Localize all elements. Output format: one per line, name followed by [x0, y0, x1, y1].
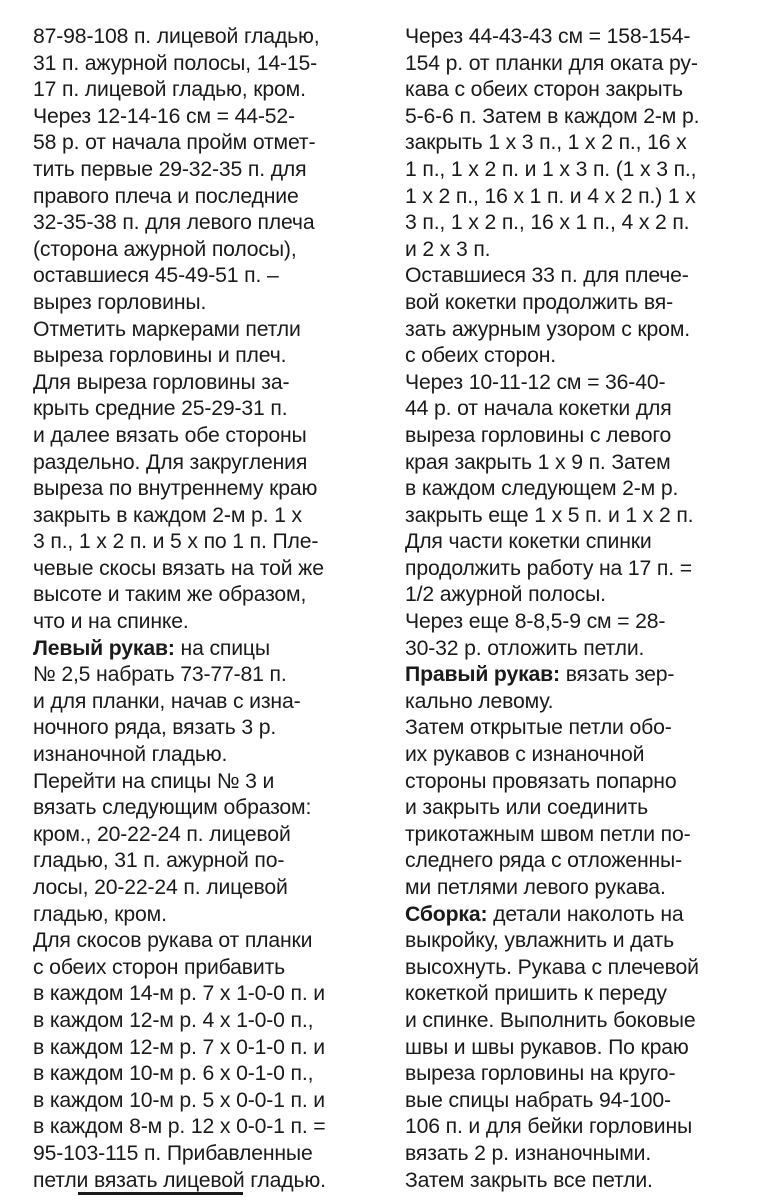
text-line [405, 636, 750, 663]
line-text: и для планки, начав с изна- [33, 689, 301, 713]
line-text: изнаночной гладью. [33, 743, 228, 767]
line-text: № 2,5 набрать 73-77-81 п. [33, 663, 287, 687]
text-line [405, 503, 750, 530]
line-text: 44 р. от начала кокетки для [405, 397, 672, 421]
text-line [405, 343, 750, 370]
line-text: 30-32 р. отложить петли. [405, 636, 645, 660]
line-text: Через 12-14-16 см = 44-52- [33, 104, 295, 128]
text-line [33, 928, 378, 955]
text-line [405, 210, 750, 237]
text-line [33, 343, 378, 370]
line-text: высохнуть. Рукава с плечевой [405, 955, 699, 979]
line-text: вязать следующим образом: [33, 796, 312, 820]
line-text: вые спицы набрать 94-100- [405, 1088, 671, 1112]
line-text: 1/2 ажурной полосы. [405, 583, 606, 607]
text-line [33, 848, 378, 875]
line-text: в каждом 10-м р. 6 х 0-1-0 п., [33, 1062, 314, 1086]
text-line [405, 476, 750, 503]
line-text: выреза по внутреннему краю [33, 477, 318, 501]
line-text: выреза горловины с левого [405, 423, 672, 447]
text-line [33, 290, 378, 317]
text-line [405, 24, 750, 51]
line-text: 154 р. от планки для оката ру- [405, 51, 698, 75]
line-text: раздельно. Для закругления [33, 450, 308, 474]
line-text: правого плеча и последние [33, 184, 299, 208]
line-text: в каждом 10-м р. 5 х 0-0-1 п. и [33, 1088, 325, 1112]
line-text: 17 п. лицевой гладью, кром. [33, 78, 306, 102]
text-line [33, 263, 378, 290]
text-line [33, 529, 378, 556]
line-text: тить первые 29-32-35 п. для [33, 157, 307, 181]
text-line [33, 77, 378, 104]
text-line [33, 450, 378, 477]
text-line [405, 370, 750, 397]
left-text-column [33, 24, 378, 1194]
text-line [405, 689, 750, 716]
text-line [405, 662, 750, 689]
line-text: Для скосов рукава от планки [33, 929, 313, 953]
line-text: выкройку, увлажнить и дать [405, 929, 675, 953]
line-text: Для выреза горловины за- [33, 370, 290, 394]
text-line [405, 157, 750, 184]
line-text: 1 п., 1 х 2 п. и 1 х 3 п. (1 х 3 п., [405, 157, 697, 181]
text-line [33, 317, 378, 344]
line-text: в каждом 14-м р. 7 х 1-0-0 п. и [33, 982, 325, 1006]
text-line [405, 184, 750, 211]
text-line [33, 955, 378, 982]
text-line [33, 1088, 378, 1115]
text-line [33, 157, 378, 184]
section-heading: Левый рукав: [33, 636, 175, 660]
text-line [405, 1061, 750, 1088]
line-text: оставшиеся 45-49-51 п. – [33, 264, 279, 288]
text-line [405, 423, 750, 450]
text-line [405, 396, 750, 423]
line-text: в каждом 12-м р. 7 х 0-1-0 п. и [33, 1035, 325, 1059]
text-line [33, 1008, 378, 1035]
text-line [33, 130, 378, 157]
text-line [33, 902, 378, 929]
text-line [33, 210, 378, 237]
line-text: Через 44-43-43 см = 158-154- [405, 25, 691, 48]
line-text: вой кокетки продолжить вя- [405, 290, 673, 314]
text-line [33, 1168, 378, 1195]
text-line [33, 184, 378, 211]
text-line [405, 130, 750, 157]
text-line [405, 290, 750, 317]
line-text: выреза горловины и плеч. [33, 344, 287, 368]
section-heading: Правый рукав: [405, 663, 560, 687]
line-text: крыть средние 25-29-31 п. [33, 397, 288, 421]
line-text: зать ажурным узором с кром. [405, 317, 690, 341]
text-line [405, 1114, 750, 1141]
line-text: выреза горловины на круго- [405, 1062, 676, 1086]
text-line [33, 981, 378, 1008]
line-text: кром., 20-22-24 п. лицевой [33, 822, 291, 846]
text-line [33, 1141, 378, 1168]
line-text: лосы, 20-22-24 п. лицевой [33, 876, 288, 899]
line-text: чевые скосы вязать на той же [33, 556, 324, 580]
text-line [405, 1088, 750, 1115]
line-text: ночного ряда, вязать 3 р. [33, 716, 277, 740]
line-text: 3 п., 1 х 2 п. и 5 х по 1 п. Пле- [33, 530, 319, 554]
text-line [33, 556, 378, 583]
text-line [33, 715, 378, 742]
line-text: гладью, 31 п. ажурной по- [33, 849, 285, 873]
line-text: трикотажным швом петли по- [405, 822, 691, 846]
text-line [405, 955, 750, 982]
text-line [405, 1141, 750, 1168]
line-text: Затем закрыть все петли. [405, 1168, 653, 1192]
line-text: швы и швы рукавов. По краю [405, 1035, 689, 1059]
line-text: 1 х 2 п., 16 х 1 п. и 4 х 2 п.) 1 х [405, 184, 696, 208]
line-text: в каждом 8-м р. 12 х 0-0-1 п. = [33, 1115, 326, 1139]
text-line [33, 476, 378, 503]
text-line [33, 503, 378, 530]
line-text: продолжить работу на 17 п. = [405, 556, 692, 580]
text-line [405, 795, 750, 822]
text-line [33, 689, 378, 716]
line-text: 5-6-6 п. Затем в каждом 2-м р. [405, 104, 700, 128]
line-text: детали наколоть на [487, 902, 684, 926]
line-text: стороны провязать попарно [405, 769, 677, 793]
text-line [33, 423, 378, 450]
text-line [33, 396, 378, 423]
text-line [33, 742, 378, 769]
line-text: что и на спинке. [33, 610, 189, 634]
text-line [405, 1035, 750, 1062]
text-line [33, 370, 378, 397]
line-text: Через еще 8-8,5-9 см = 28- [405, 610, 666, 634]
text-line [405, 609, 750, 636]
text-line [33, 1114, 378, 1141]
text-line [405, 263, 750, 290]
text-line [405, 902, 750, 929]
text-line [405, 317, 750, 344]
line-text: 106 п. и для бейки горловины [405, 1115, 693, 1139]
line-text: и далее вязать обе стороны [33, 423, 307, 447]
text-line [405, 556, 750, 583]
text-line [405, 582, 750, 609]
section-heading: Сборка: [405, 902, 488, 926]
line-text: Для части кокетки спинки [405, 530, 652, 554]
text-line [33, 51, 378, 78]
text-line [405, 450, 750, 477]
line-text: 95-103-115 п. Прибавленные [33, 1141, 313, 1165]
line-text: их рукавов с изнаночной [405, 743, 645, 767]
line-text: с обеих сторон прибавить [33, 955, 286, 979]
line-text: кально левому. [405, 689, 554, 713]
text-line [33, 636, 378, 663]
line-text: (сторона ажурной полосы), [33, 237, 297, 261]
line-text: гладью, кром. [33, 902, 167, 926]
text-line [33, 237, 378, 264]
line-text: Затем открытые петли обо- [405, 716, 672, 740]
line-text: вырез горловины. [33, 290, 207, 314]
line-text: в каждом 12-м р. 4 х 1-0-0 п., [33, 1008, 314, 1032]
line-text: кава с обеих сторон закрыть [405, 78, 683, 102]
line-text: следнего ряда с отложенны- [405, 849, 683, 873]
text-line [405, 822, 750, 849]
text-line [33, 662, 378, 689]
text-line [33, 582, 378, 609]
text-line [33, 609, 378, 636]
line-text: 31 п. ажурной полосы, 14-15- [33, 51, 318, 75]
right-text-column [405, 24, 750, 1194]
text-line [405, 529, 750, 556]
line-text: кокеткой пришить к переду [405, 982, 667, 1006]
line-text: вязать зер- [559, 663, 675, 687]
line-text: с обеих сторон. [405, 344, 557, 368]
line-text: на спицы [174, 636, 270, 660]
text-line [405, 104, 750, 131]
text-line [33, 822, 378, 849]
line-text: 87-98-108 п. лицевой гладью, [33, 25, 320, 48]
text-line [33, 795, 378, 822]
text-line [405, 848, 750, 875]
line-text: и спинке. Выполнить боковые [405, 1008, 696, 1032]
line-text: вязать 2 р. изнаночными. [405, 1141, 652, 1165]
line-text: 32-35-38 п. для левого плеча [33, 211, 315, 235]
text-line [405, 928, 750, 955]
text-line [405, 51, 750, 78]
line-text: Через 10-11-12 см = 36-40- [405, 370, 666, 394]
line-text: закрыть в каждом 2-м р. 1 х [33, 503, 302, 527]
line-text: 3 п., 1 х 2 п., 16 х 1 п., 4 х 2 п. [405, 211, 690, 235]
line-text: закрыть еще 1 х 5 п. и 1 х 2 п. [405, 503, 694, 527]
line-text: петли вязать лицевой гладью. [33, 1168, 326, 1192]
line-text: 58 р. от начала пройм отмет- [33, 131, 316, 155]
text-line [405, 715, 750, 742]
text-line [33, 875, 378, 902]
text-line [33, 769, 378, 796]
text-line [33, 1061, 378, 1088]
text-line [405, 237, 750, 264]
line-text: края закрыть 1 х 9 п. Затем [405, 450, 671, 474]
cut-off-text-fragment [78, 1192, 243, 1203]
text-line [405, 1168, 750, 1195]
text-line [405, 1008, 750, 1035]
text-line [405, 981, 750, 1008]
line-text: и закрыть или соединить [405, 796, 649, 820]
line-text: и 2 х 3 п. [405, 237, 491, 261]
line-text: закрыть 1 х 3 п., 1 х 2 п., 16 х [405, 131, 687, 155]
text-line [405, 769, 750, 796]
line-text: Перейти на спицы № 3 и [33, 769, 275, 793]
line-text: Отметить маркерами петли [33, 317, 301, 341]
line-text: ми петлями левого рукава. [405, 876, 666, 899]
line-text: в каждом следующем 2-м р. [405, 477, 679, 501]
text-line [33, 104, 378, 131]
text-line [405, 742, 750, 769]
text-line [33, 24, 378, 51]
line-text: Оставшиеся 33 п. для плече- [405, 264, 689, 288]
text-line [33, 1035, 378, 1062]
line-text: высоте и таким же образом, [33, 583, 307, 607]
text-line [405, 875, 750, 902]
text-line [405, 77, 750, 104]
